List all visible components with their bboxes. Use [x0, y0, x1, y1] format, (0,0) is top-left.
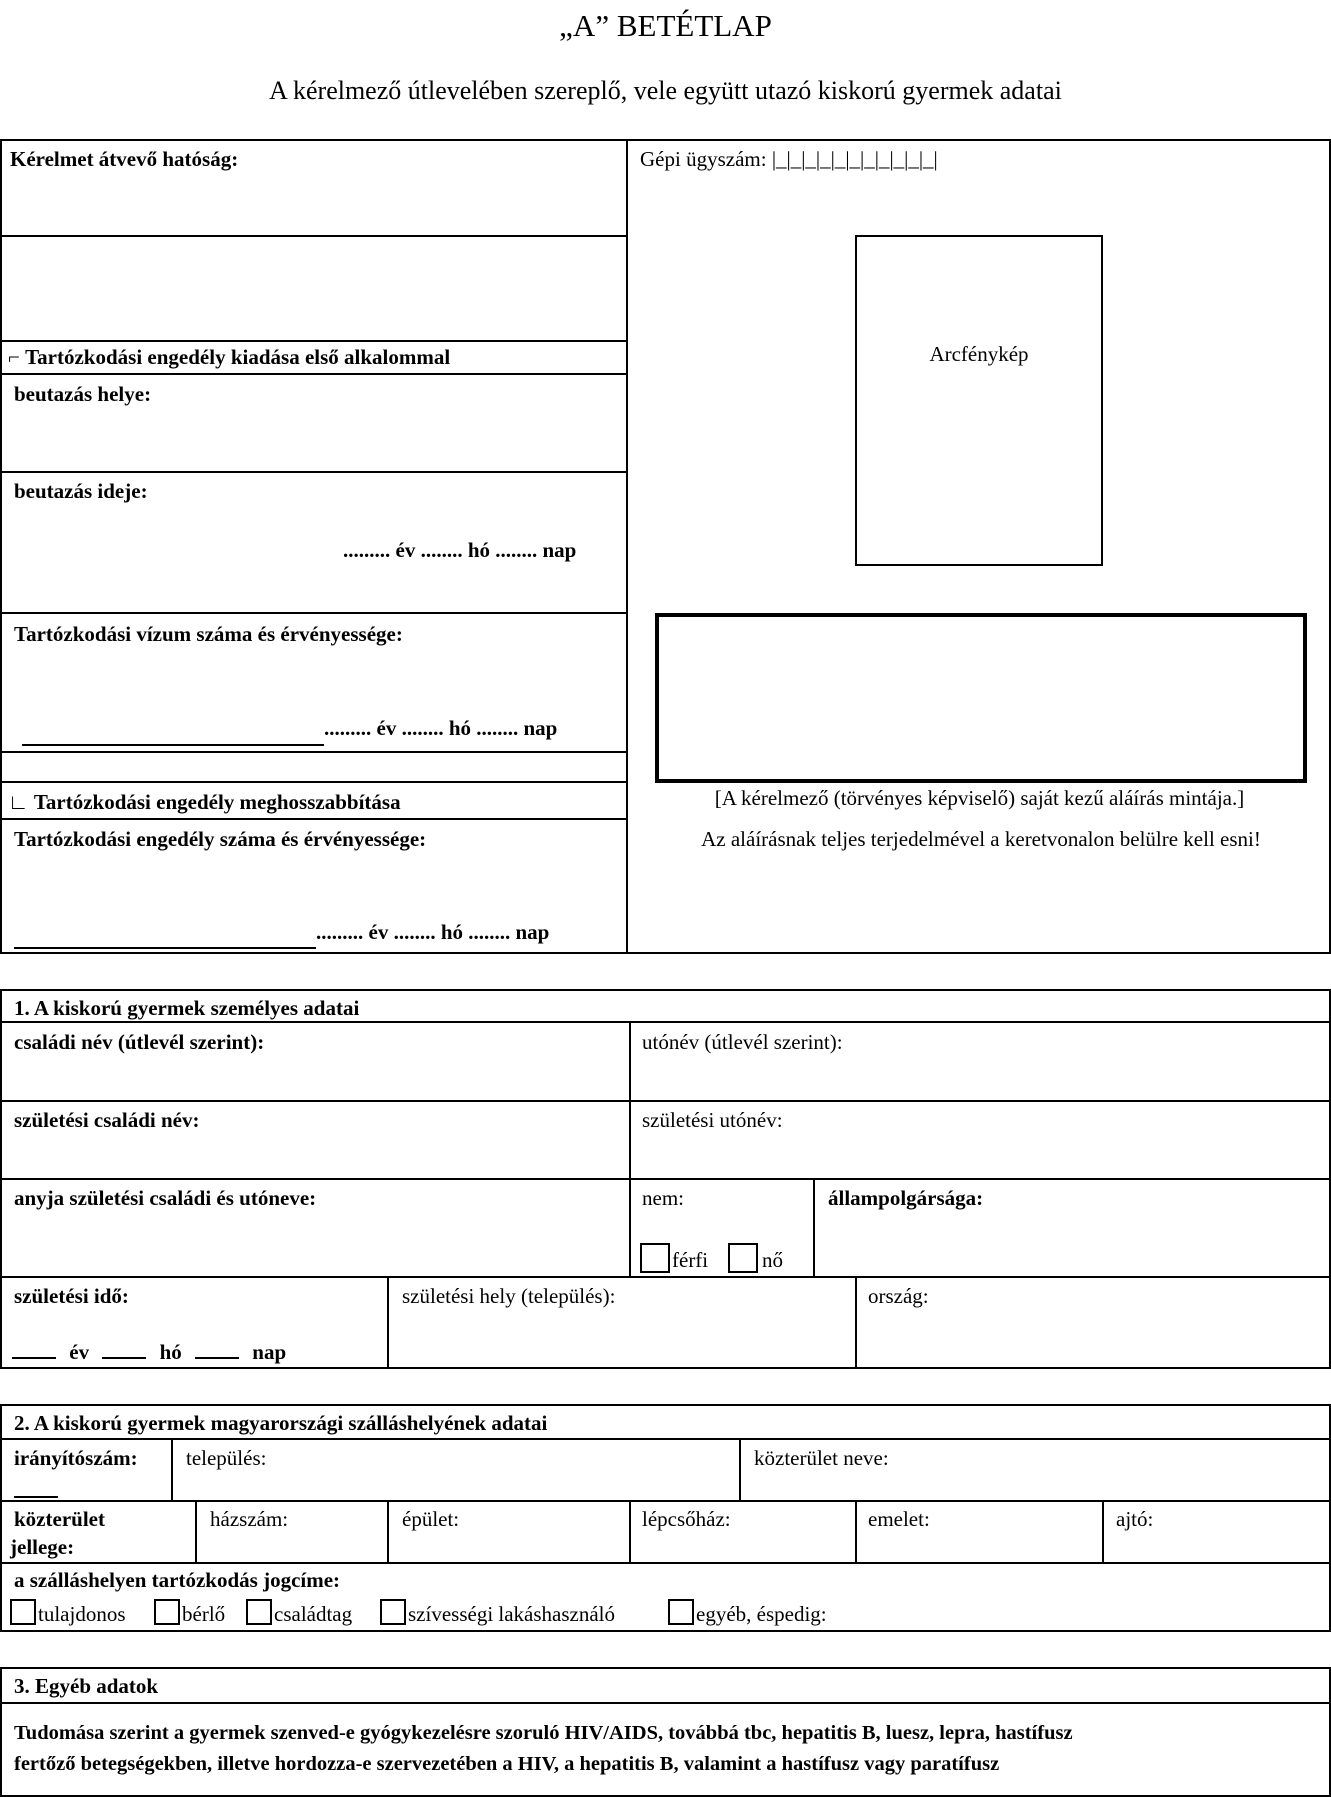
divider	[739, 1438, 741, 1501]
divider	[813, 1178, 815, 1277]
sex-male-checkbox[interactable]	[640, 1243, 670, 1273]
staircase-label: lépcsőház:	[642, 1507, 731, 1531]
option-other-checkbox[interactable]	[668, 1599, 694, 1625]
divider	[1102, 1500, 1104, 1563]
residence-title-label: a szálláshelyen tartózkodás jogcíme:	[14, 1568, 341, 1592]
street-type-label-1: közterület	[14, 1507, 105, 1531]
visa-date-fields[interactable]: ......... év ........ hó ........ nap	[324, 716, 558, 740]
divider	[629, 1500, 631, 1563]
divider	[629, 1021, 631, 1277]
entry-time-label: beutazás ideje:	[14, 479, 148, 503]
divider	[0, 751, 627, 753]
divider	[0, 373, 627, 375]
authority-field-2[interactable]	[2, 238, 624, 338]
divider	[171, 1438, 173, 1501]
option-family-label: családtag	[274, 1602, 353, 1626]
page-title: „A” BETÉTLAP	[559, 8, 772, 43]
sex-female-label: nő	[762, 1248, 783, 1272]
divider	[0, 235, 627, 237]
birth-date-label: születési idő:	[14, 1284, 129, 1308]
divider	[0, 1500, 1331, 1502]
authority-field[interactable]	[2, 176, 624, 234]
street-name-label: közterület neve:	[754, 1446, 889, 1470]
permit-number-line[interactable]	[14, 947, 316, 949]
sex-male-label: férfi	[672, 1248, 709, 1272]
divider	[0, 340, 627, 342]
divider	[0, 1178, 1331, 1180]
citizenship-label: állampolgársága:	[828, 1186, 984, 1210]
divider	[0, 1438, 1331, 1440]
sex-female-checkbox[interactable]	[728, 1243, 758, 1273]
case-number-row	[640, 147, 938, 171]
street-type-label-2: jellege:	[10, 1535, 75, 1559]
health-question-line1: Tudomása szerint a gyermek szenved-e gyógykezelésre szoruló HIV/AIDS, továbbá tbc, hepatitis B, luesz, lepra, hastífusz	[14, 1722, 1073, 1744]
divider	[0, 1276, 1331, 1278]
divider	[0, 1100, 1331, 1102]
divider	[0, 818, 627, 820]
top-section-divider	[626, 139, 628, 954]
country-label: ország:	[868, 1284, 929, 1308]
mother-name-label: anyja születési családi és utóneve:	[14, 1186, 317, 1210]
building-label: épület:	[402, 1507, 460, 1531]
birth-given-name-label: születési utónév:	[642, 1108, 783, 1132]
option-owner-checkbox[interactable]	[10, 1599, 36, 1625]
permit-date-fields[interactable]: ......... év ........ hó ........ nap	[316, 920, 550, 944]
option-owner-label: tulajdonos	[38, 1602, 126, 1626]
option-other-label: egyéb, éspedig:	[696, 1602, 827, 1626]
zip-underline[interactable]	[14, 1496, 58, 1498]
option-family-checkbox[interactable]	[246, 1599, 272, 1625]
extension-row[interactable]	[8, 790, 401, 814]
divider	[387, 1500, 389, 1563]
birth-date-fields[interactable]	[12, 1340, 294, 1364]
option-tenant-label: bérlő	[182, 1602, 226, 1626]
photo-label: Arcfénykép	[929, 342, 1029, 366]
given-name-label: utónév (útlevél szerint):	[642, 1030, 843, 1054]
signature-caption: [A kérelmező (törvényes képviselő) saját kezű aláírás mintája.]	[714, 786, 1245, 810]
divider	[0, 1562, 1331, 1564]
divider	[0, 1021, 1331, 1023]
health-question-line2: fertőző betegségekben, illetve hordozza-e szervezetében a HIV, a hepatitis B, valamint a hastífusz vagy paratífusz	[14, 1753, 1000, 1775]
birth-month-label: hó	[159, 1340, 182, 1364]
visa-number-line[interactable]	[22, 744, 324, 746]
visa-label: Tartózkodási vízum száma és érvényessége:	[14, 622, 403, 646]
first-issue-checkbox[interactable]: ⌐	[8, 345, 20, 369]
divider	[0, 781, 627, 783]
divider	[855, 1276, 857, 1369]
divider	[0, 471, 627, 473]
signature-box[interactable]	[655, 613, 1307, 783]
divider	[0, 1702, 1331, 1704]
family-name-label: családi név (útlevél szerint):	[14, 1030, 265, 1054]
option-courtesy-checkbox[interactable]	[380, 1599, 406, 1625]
case-number-label: Gépi ügyszám:	[640, 147, 767, 171]
option-tenant-checkbox[interactable]	[154, 1599, 180, 1625]
extension-label: Tartózkodási engedély meghosszabbítása	[33, 790, 401, 814]
signature-note: Az aláírásnak teljes terjedelmével a keretvonalon belülre kell esni!	[701, 827, 1261, 851]
section2-heading: 2. A kiskorú gyermek magyarországi szálláshelyének adatai	[14, 1411, 548, 1435]
section1-heading: 1. A kiskorú gyermek személyes adatai	[14, 996, 360, 1020]
birth-family-name-label: születési családi név:	[14, 1108, 200, 1132]
divider	[195, 1500, 197, 1563]
door-label: ajtó:	[1116, 1507, 1154, 1531]
entry-date-fields[interactable]: ......... év ........ hó ........ nap	[343, 538, 577, 562]
section3-heading: 3. Egyéb adatok	[14, 1674, 159, 1698]
authority-label: Kérelmet átvevő hatóság:	[10, 147, 239, 171]
first-issue-row[interactable]	[8, 345, 450, 369]
divider	[855, 1500, 857, 1563]
town-label: település:	[186, 1446, 267, 1470]
floor-label: emelet:	[868, 1507, 930, 1531]
birth-day-label: nap	[252, 1340, 287, 1364]
divider	[0, 612, 627, 614]
case-number-boxes[interactable]: |_|_|_|_|_|_|_|_|_|_|_|	[771, 147, 938, 171]
divider	[387, 1276, 389, 1369]
house-number-label: házszám:	[210, 1507, 289, 1531]
zip-label: irányítószám:	[14, 1446, 138, 1470]
entry-place-label: beutazás helye:	[14, 382, 152, 406]
permit-label: Tartózkodási engedély száma és érvényessége:	[14, 827, 427, 851]
birth-place-label: születési hely (település):	[402, 1284, 616, 1308]
photo-box[interactable]	[855, 235, 1103, 566]
extension-checkbox[interactable]: ∟	[8, 790, 29, 814]
page-subtitle: A kérelmező útlevelében szereplő, vele együtt utazó kiskorú gyermek adatai	[269, 76, 1062, 105]
birth-year-label: év	[69, 1340, 90, 1364]
sex-label: nem:	[642, 1186, 684, 1210]
option-courtesy-label: szívességi lakáshasználó	[408, 1602, 616, 1626]
first-issue-label: Tartózkodási engedély kiadása első alkalommal	[25, 345, 451, 369]
